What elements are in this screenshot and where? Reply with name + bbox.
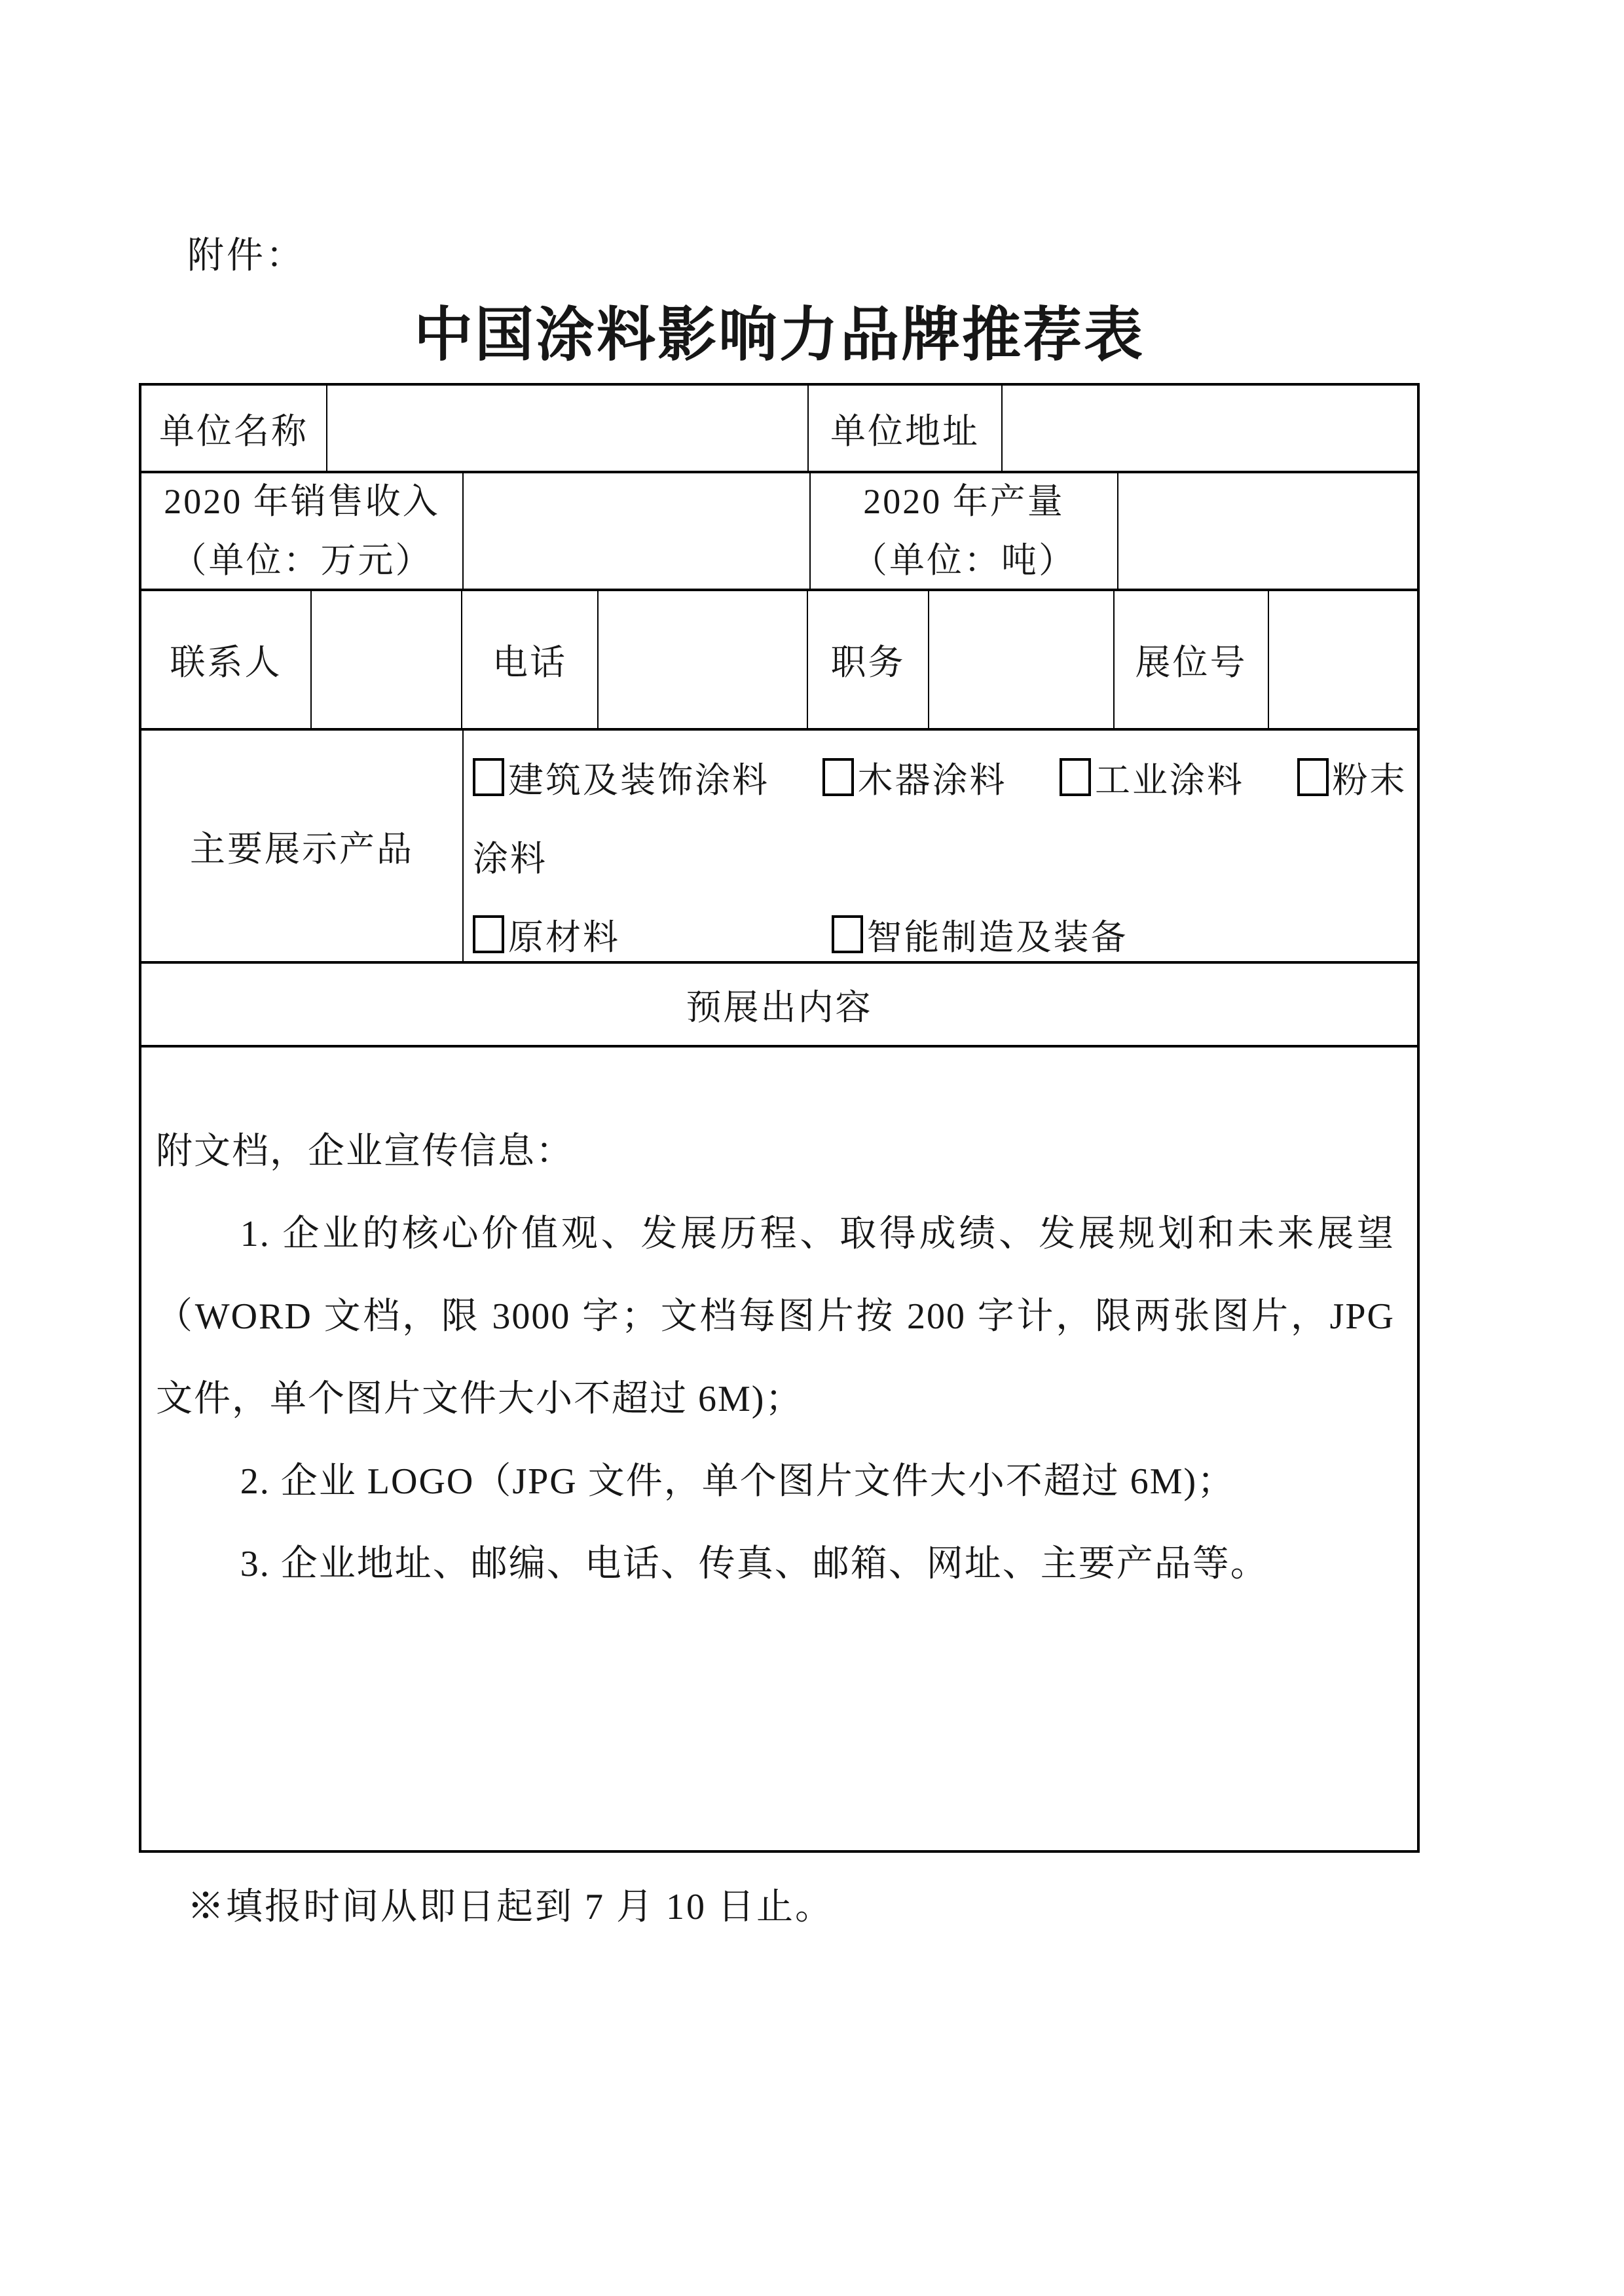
recommendation-form-table [139,383,1420,1853]
phone-input-cell [599,591,808,728]
checkbox-icon [1297,758,1329,796]
product-option-label: 工业涂料 [1095,761,1244,800]
contact-label: 联系人 [141,591,312,728]
unit-name-input-cell [327,386,809,471]
revenue-label [141,473,464,589]
product-option-powder [1297,741,1407,820]
revenue-label-line1: 2020 年销售收入 [164,482,440,521]
row-contact [141,591,1417,731]
checkbox-icon [1060,758,1091,796]
attachment-label: 附件： [187,236,305,276]
page-title: 中国涂料影响力品牌推荐表 [414,302,1145,368]
unit-name-label: 单位名称 [141,386,327,471]
position-input-cell [929,591,1115,728]
row-products [141,731,1417,964]
row-notes [141,1048,1417,1850]
output-label-line2: （单位：吨） [852,541,1076,580]
products-option-wrap-line: 涂料 [473,839,547,879]
product-option-label: 粉末 [1332,761,1407,800]
output-input-cell [1118,473,1417,589]
checkbox-icon [473,915,504,953]
notes-item-1: 1. 企业的核心价值观、发展历程、取得成绩、发展规划和未来展望（WORD 文档，限 3000 字；文档每图片按 200 字计，限两张图片，JPG 文件，单个图片文件大小不超过 6M)； [156,1214,1395,1419]
row-figures [141,473,1417,591]
position-label: 职务 [808,591,929,728]
notes-item-2: 2. 企业 LOGO（JPG 文件，单个图片文件大小不超过 6M)； [240,1461,1236,1502]
product-option-industrial [1060,741,1244,820]
product-option-label: 智能制造及装备 [866,918,1128,957]
deadline-note: ※填报时间从即日起到 7 月 10 日止。 [187,1887,834,1927]
revenue-label-line2: （单位：万元） [171,541,433,580]
unit-address-input-cell [1003,386,1417,471]
unit-address-label: 单位地址 [809,386,1003,471]
preview-label: 预展出内容 [686,987,873,1027]
notes-cell [141,1048,1417,1850]
row-preview-header [141,964,1417,1048]
products-option-line1 [473,741,1411,820]
product-option-label: 建筑及装饰涂料 [508,761,769,800]
booth-input-cell [1269,591,1417,728]
checkbox-icon [473,758,504,796]
revenue-input-cell [464,473,811,589]
product-option-label: 原材料 [508,918,620,957]
checkbox-icon [832,915,863,953]
booth-label: 展位号 [1115,591,1269,728]
notes-item-3: 3. 企业地址、邮编、电话、传真、邮箱、网址、主要产品等。 [240,1544,1268,1584]
row-unit-info [141,386,1417,473]
contact-input-cell [312,591,462,728]
phone-label: 电话 [462,591,599,728]
notes-intro: 附文档，企业宣传信息： [156,1131,574,1172]
product-option-wood [822,741,1007,820]
output-label-line1: 2020 年产量 [863,482,1065,521]
products-options-cell [464,731,1417,961]
products-label: 主要展示产品 [141,731,464,961]
checkbox-icon [822,758,854,796]
product-option-architectural [473,741,769,820]
product-option-label: 木器涂料 [857,761,1007,800]
output-label [811,473,1118,589]
